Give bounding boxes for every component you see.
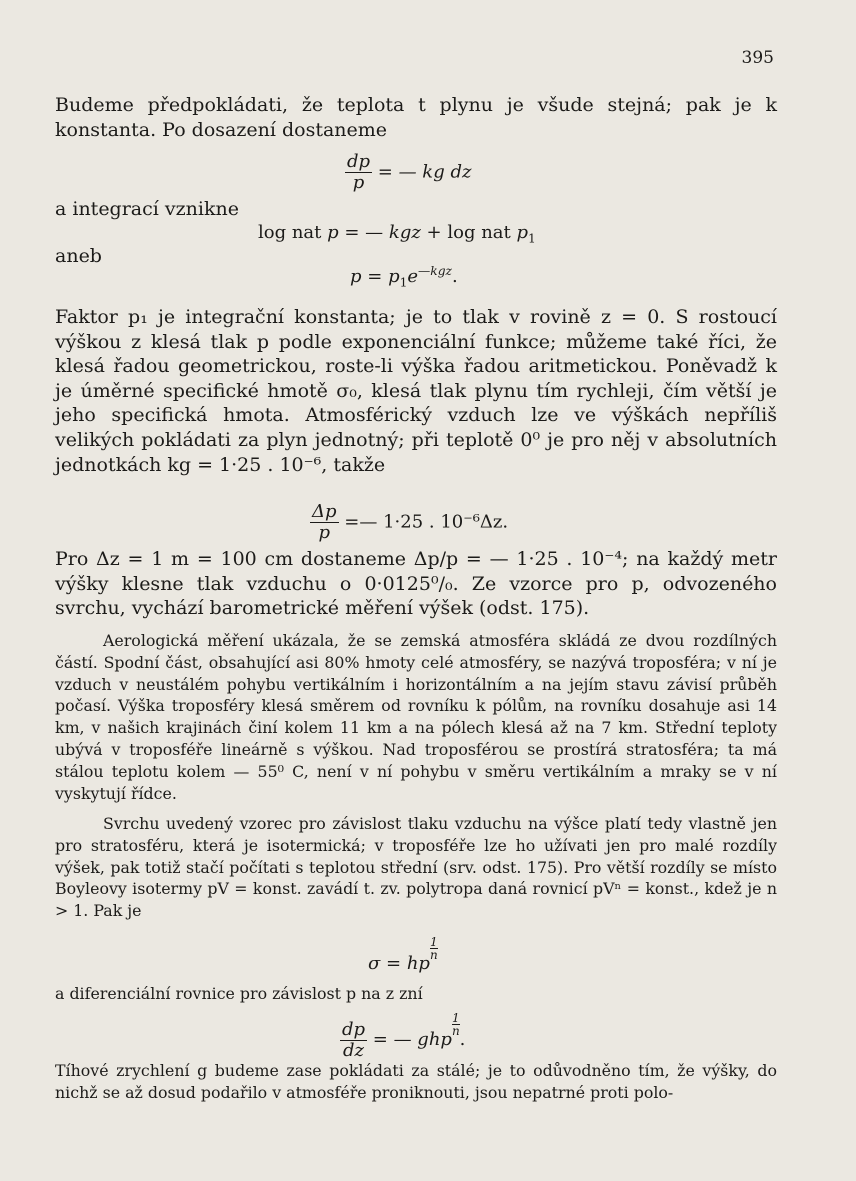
- equation-dp-over-p: $\frac{dp}{p}$ = — kg dz: [347, 151, 472, 193]
- label-differential-equation: a diferenciální rovnice pro závislost p na z zní: [55, 984, 423, 1003]
- paragraph-integration-constant: Faktor p₁ je integrační konstanta; je to tlak v rovině z = 0. S rostoucí výškou z klesá tlak p podle exponenciální funkce; můžeme také říci, že klesá řadou geometrickou, roste-li výška řadou aritmetickou. Poněvadž k je úměrné specifické hmotě σ₀, klesá tlak plynu tím rychleji, čím větší je jeho specifická hmota. Atmosférický vzduch lze ve výškách nepříliš velikých pokládati za plyn jednotný; při teplotě 0⁰ je pro něj v absolutních jednotkách kg = 1·25 . 10⁻⁶, takže: [55, 306, 777, 476]
- paragraph-aerology: Aerologická měření ukázala, že se zemská atmosféra skládá ze dvou rozdílných částí. Spodní část, obsahující asi 80% hmoty celé atmosféry, se nazývá troposféra; v ní je vzduch v neustálém pohybu vertikálním i horizontálním a na jejím stavu závisí průběh počasí. Výška troposféry klesá směrem od rovníku k pólům, na rovníku dosahuje asi 14 km, v našich krajinách činí kolem 11 km a na pólech klesá až na 7 km. Střední teploty ubývá v troposféře lineárně s výškou. Nad troposférou se prostírá stratosféra; ta má stálou teplotu kolem — 55⁰ C, není v ní pohybu v směru vertikálním a mraky se v ní vyskytují řídce.: [55, 631, 777, 803]
- paragraph-gravity: Tíhové zrychlení g budeme zase pokládati za stálé; je to odůvodněno tím, že výšky, do nichž se až dosud podařilo v atmosféře proniknouti, jsou nepatrné proti polo-: [55, 1061, 777, 1102]
- equation-dp-dz: $\frac{dp}{dz}$ = — ghp $\frac{1}{n}$ .: [342, 1011, 466, 1061]
- paragraph-polytrope: Svrchu uvedený vzorec pro závislost tlaku vzduchu na výšce platí tedy vlastně jen pro stratosféru, která je isotermická; v troposféře lze ho užívati jen pro malé rozdíly výšek, pak totiž stačí počítati s teplotou střední (srv. odst. 175). Pro větší rozdíly se místo Boyleovy isotermy pV = konst. zavádí t. zv. polytropa daná rovnicí pVⁿ = konst., kdež je n > 1. Pak je: [55, 814, 777, 921]
- page-number: 395: [741, 48, 774, 68]
- label-or: aneb: [55, 245, 102, 267]
- paragraph-intro: Budeme předpokládati, že teplota t plynu je všude stejná; pak je k konstanta. Po dosazení dostaneme: [55, 94, 777, 141]
- equation-delta-p: $\frac{\Delta p}{p}$ =— 1·25 . 10⁻⁶Δz.: [312, 501, 509, 543]
- label-integration: a integrací vznikne: [55, 198, 239, 220]
- paragraph-pressure-drop: Pro Δz = 1 m = 100 cm dostaneme Δp/p = — 1·25 . 10⁻⁴; na každý metr výšky klesne tlak vzduchu o 0·0125⁰/₀. Ze vzorce pro p, odvozeného svrchu, vychází barometrické měření výšek (odst. 175).: [55, 548, 777, 620]
- equation-exponential: $p = p_1e^{—kgz}$.: [350, 264, 458, 290]
- equation-log-nat: log nat p = — kgz + log nat $p_1$: [258, 222, 536, 246]
- equation-sigma: σ = hp $\frac{1}{n}$: [368, 935, 438, 974]
